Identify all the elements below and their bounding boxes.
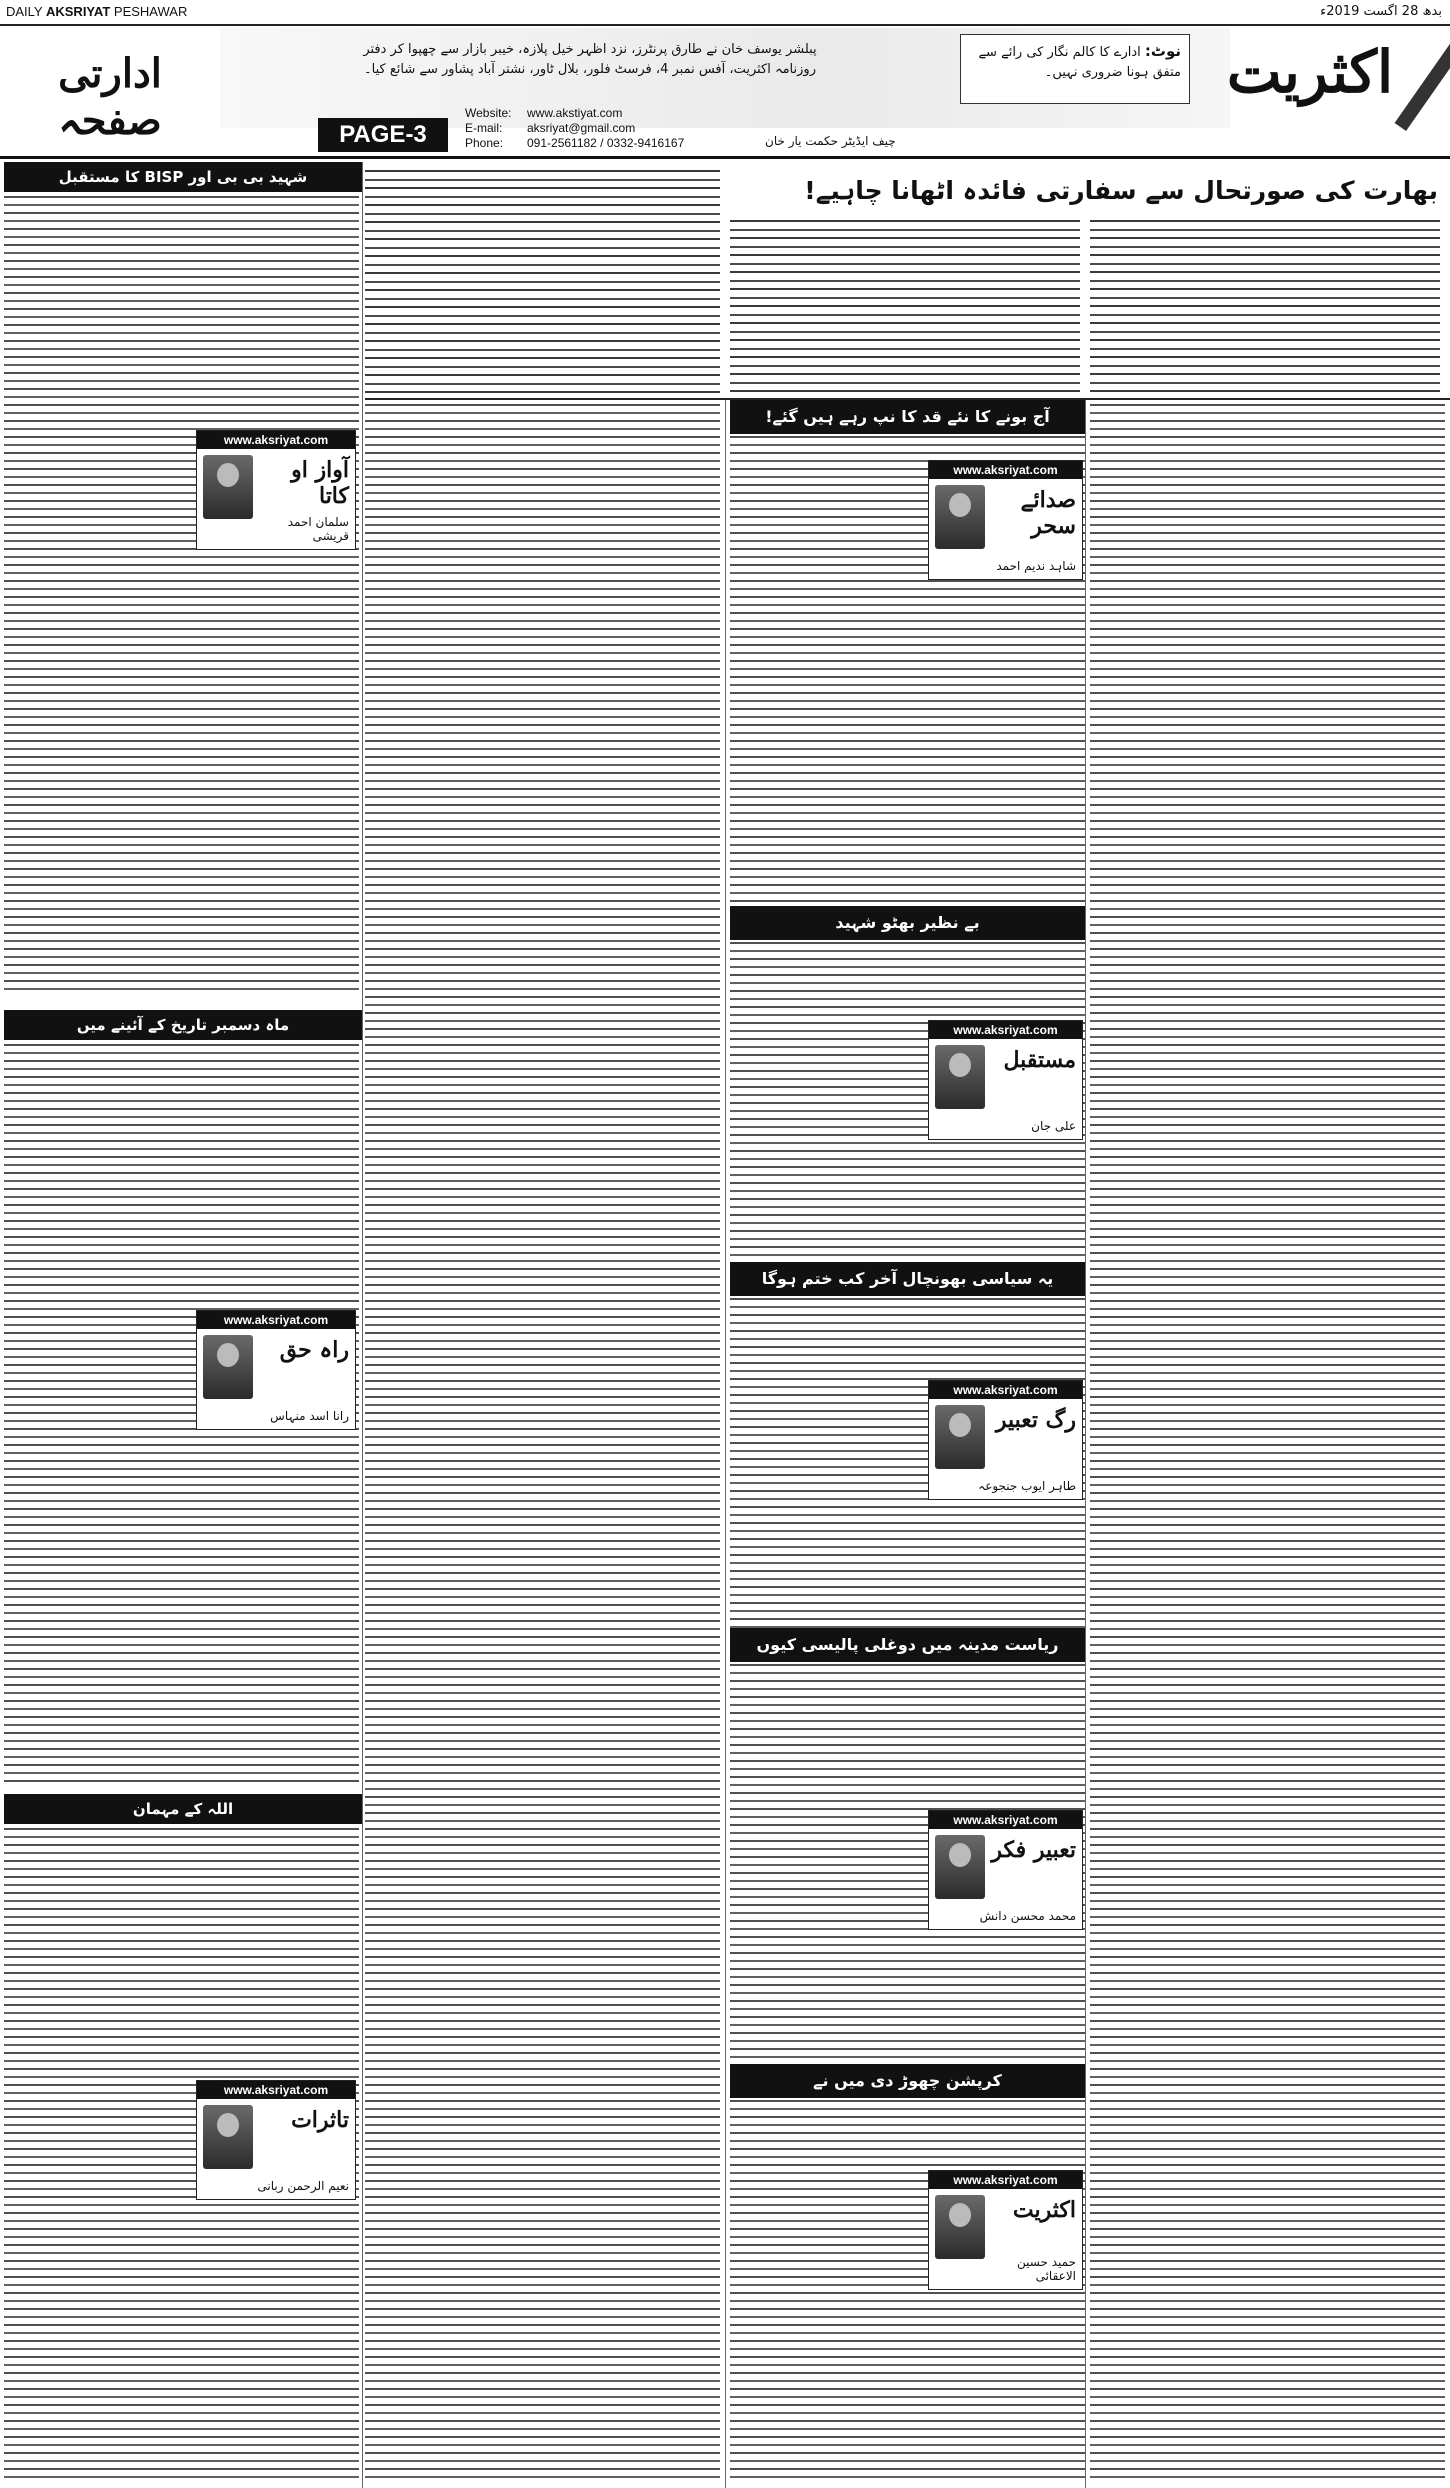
note-text: ادارے کا کالم نگار کی رائے سے متفق ہونا ضروری نہیں۔: [978, 45, 1181, 80]
phone-number: 091-2561182 / 0332-9416167: [527, 136, 685, 150]
paper-name: AKSRIYAT: [45, 4, 111, 19]
issue-date: بدھ 28 اگست 2019ء: [1320, 4, 1442, 19]
a1-column-title: آواز او کاتا: [291, 457, 349, 509]
a2-column-title: راہ حق: [279, 1337, 349, 1363]
publisher-info: [230, 40, 950, 80]
c5-column-title: اکثریت: [1012, 2197, 1076, 2223]
right-col-headline-1: شہید بی بی اور BISP کا مستقبل: [4, 162, 362, 192]
lead-headline: بھارت کی صورتحال سے سفارتی فائدہ اٹھانا چاہیے!: [804, 176, 1438, 205]
c3-column-title: رگ تعبیر: [995, 1407, 1076, 1433]
publisher-line-1: پبلشر یوسف خان نے طارق پرنٹرز، نزد اظہر خیل پلازہ، خیبر بازار سے چھپوا کر دفتر: [363, 42, 817, 57]
a2-author-photo: [203, 1335, 253, 1399]
masthead: [0, 28, 1450, 156]
column-rule-2: [1085, 400, 1086, 2488]
c4-author-name: محمد محسن دانش: [979, 1909, 1076, 1923]
note-label: نوٹ:: [1144, 42, 1181, 60]
a2-author-box: [196, 1310, 356, 1430]
c5-headline: کرپشن چھوڑ دی میں نے: [730, 2064, 1085, 2098]
c1-site: www.aksriyat.com: [929, 461, 1082, 479]
c4-site: www.aksriyat.com: [929, 1811, 1082, 1829]
c4-author-box: [928, 1810, 1083, 1930]
masthead-rule: [0, 156, 1450, 159]
right-col-text-1: [4, 196, 359, 996]
phone-label: Phone:: [465, 136, 504, 150]
c3-author-box: [928, 1380, 1083, 1500]
c5-text: [730, 2100, 1085, 2484]
c1-author-photo: [935, 485, 985, 549]
c5-site: www.aksriyat.com: [929, 2171, 1082, 2189]
c4-headline: ریاست مدینہ میں دوغلی پالیسی کیوں: [730, 1628, 1085, 1662]
c3-author-name: طاہر ایوب جنجوعہ: [978, 1479, 1076, 1493]
c3-headline: یہ سیاسی بھونچال آخر کب ختم ہوگا: [730, 1262, 1085, 1296]
right-col-headline-2: ماہ دسمبر تاریخ کے آئینے میں: [4, 1010, 362, 1040]
a3-author-photo: [203, 2105, 253, 2169]
right-col-headline-3: اللہ کے مہمان: [4, 1794, 362, 1824]
paper-name-line: [6, 4, 187, 19]
c2-site: www.aksriyat.com: [929, 1021, 1082, 1039]
lead-text-col-2: [730, 220, 1080, 396]
page-number-badge: PAGE-3: [318, 118, 448, 152]
lead-text-col-3: [365, 170, 720, 396]
publisher-line-2: روزنامہ اکثریت، آفس نمبر 4، فرسٹ فلور، بلال ٹاور، نشتر آباد پشاور سے شائع کیا۔: [364, 62, 816, 77]
a1-site: www.aksriyat.com: [197, 431, 355, 449]
c1-author-box: [928, 460, 1083, 580]
text-col-a: [1090, 404, 1445, 2484]
a3-column-title: تاثرات: [291, 2107, 349, 2133]
c3-author-photo: [935, 1405, 985, 1469]
website-link[interactable]: www.akstiyat.com: [527, 106, 623, 120]
a1-author-box: [196, 430, 356, 550]
c1-author-name: شاہد ندیم احمد: [996, 559, 1076, 573]
c2-author-box: [928, 1020, 1083, 1140]
column-rule-3: [725, 400, 726, 2488]
a3-site: www.aksriyat.com: [197, 2081, 355, 2099]
website-label: Website:: [465, 106, 512, 120]
c4-column-title: تعبیر فکر: [991, 1837, 1076, 1863]
c1-headline: آج بونے کا نئے قد کا نپ رہے ہیں گئے!: [730, 400, 1085, 434]
c5-author-name: حمید حسین الاعقائی: [1017, 2255, 1076, 2283]
column-rule-1: [362, 162, 363, 2488]
a3-author-name: نعیم الرحمن ربانی: [257, 2179, 349, 2193]
a2-author-name: رانا اسد منہاس: [270, 1409, 349, 1423]
email-link[interactable]: aksriyat@gmail.com: [527, 121, 636, 135]
chief-editor: چیف ایڈیٹر حکمت یار خان: [765, 134, 896, 148]
c2-headline: بے نظیر بھٹو شہید: [730, 906, 1085, 940]
c3-site: www.aksriyat.com: [929, 1381, 1082, 1399]
c2-author-name: علی جان: [1031, 1119, 1076, 1133]
top-bar: [0, 0, 1450, 26]
text-col-b: [365, 404, 720, 2484]
email-label: E-mail:: [465, 121, 503, 135]
c5-author-photo: [935, 2195, 985, 2259]
newspaper-logo: اکثریت: [1226, 38, 1394, 106]
section-title: ادارتی صفحہ: [58, 50, 162, 144]
disclaimer-note: [960, 34, 1190, 104]
a3-author-box: [196, 2080, 356, 2200]
c1-column-title: صدائے سحر: [1020, 487, 1076, 539]
c4-author-photo: [935, 1835, 985, 1899]
paper-city: PESHAWAR: [110, 4, 188, 19]
a1-author-name: سلمان احمد قریشی: [287, 515, 349, 543]
a1-author-photo: [203, 455, 253, 519]
paper-prefix: DAILY: [6, 4, 46, 19]
c5-author-box: [928, 2170, 1083, 2290]
c2-column-title: مستقبل: [1003, 1047, 1076, 1073]
c2-author-photo: [935, 1045, 985, 1109]
contact-info: [465, 106, 684, 151]
lead-text-col-1: [1090, 220, 1440, 396]
a2-site: www.aksriyat.com: [197, 1311, 355, 1329]
